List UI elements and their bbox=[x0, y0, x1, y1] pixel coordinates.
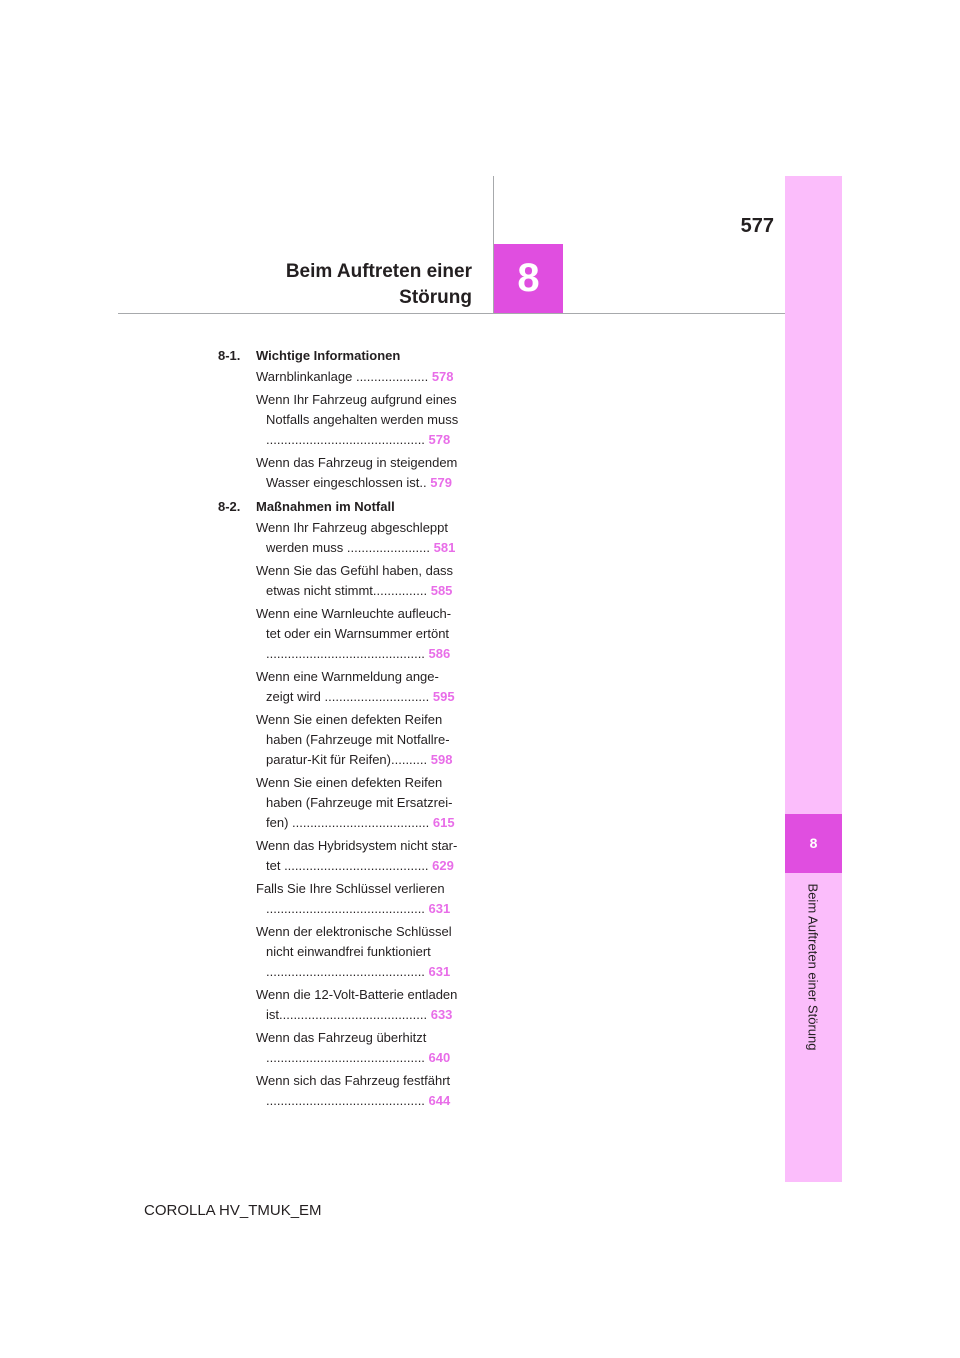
toc-entry-text: haben (Fahrzeuge mit Ersatzrei- bbox=[266, 795, 453, 810]
toc-entry-line bbox=[256, 899, 470, 919]
table-of-contents bbox=[218, 345, 470, 1114]
toc-entry-text: Wenn Sie einen defekten Reifen bbox=[256, 712, 443, 727]
toc-entry-text: etwas nicht stimmt............... bbox=[266, 583, 428, 598]
toc-page-ref[interactable]: 644 bbox=[428, 1093, 451, 1108]
toc-page-ref[interactable]: 629 bbox=[432, 858, 454, 873]
toc-entry[interactable] bbox=[256, 879, 470, 919]
toc-entry-text: fen) ...................................... bbox=[266, 815, 430, 830]
chapter-title bbox=[240, 259, 472, 311]
toc-entry-text: Wenn Ihr Fahrzeug aufgrund eines bbox=[256, 392, 457, 407]
toc-entry-text: Wenn Sie das Gefühl haben, dass bbox=[256, 563, 454, 578]
toc-page-ref[interactable]: 615 bbox=[432, 815, 455, 830]
side-tab-label: Beim Auftreten einer Störung bbox=[805, 883, 821, 1051]
toc-section-number: 8-2. bbox=[218, 499, 241, 514]
toc-entry-text: nicht einwandfrei funktioniert bbox=[266, 944, 431, 959]
toc-entry-line bbox=[256, 581, 470, 601]
toc-entry-line bbox=[256, 773, 470, 793]
chapter-title-line1: Beim Auftreten einer bbox=[285, 261, 472, 282]
toc-entry-text: Wenn Sie einen defekten Reifen bbox=[256, 775, 443, 790]
toc-entry-text: Wenn sich das Fahrzeug festfährt bbox=[256, 1073, 451, 1088]
toc-page-ref[interactable]: 640 bbox=[428, 1050, 451, 1065]
toc-entry-text: zeigt wird ............................. bbox=[266, 689, 430, 704]
toc-entry-line bbox=[256, 836, 470, 856]
toc-entry-text: paratur-Kit für Reifen).......... bbox=[266, 752, 428, 767]
toc-entry-line bbox=[256, 624, 470, 644]
toc-entry[interactable] bbox=[256, 390, 470, 450]
toc-page-ref[interactable]: 595 bbox=[432, 689, 455, 704]
side-tab-number: 8 bbox=[809, 835, 818, 851]
toc-entry[interactable] bbox=[256, 453, 470, 493]
toc-entry-line bbox=[256, 453, 470, 473]
toc-entry[interactable] bbox=[256, 604, 470, 664]
toc-entry-line bbox=[256, 644, 470, 664]
toc-entry-line bbox=[256, 538, 470, 558]
toc-page-ref[interactable]: 633 bbox=[430, 1007, 453, 1022]
toc-entry-line bbox=[256, 1071, 470, 1091]
toc-entry[interactable] bbox=[256, 710, 470, 770]
toc-entry-line bbox=[256, 561, 470, 581]
toc-entry-text: tet ........................................ bbox=[266, 858, 429, 873]
toc-entry[interactable] bbox=[256, 1028, 470, 1068]
toc-entry[interactable] bbox=[256, 518, 470, 558]
page-number: 577 bbox=[740, 215, 774, 237]
toc-entry[interactable] bbox=[256, 1071, 470, 1111]
chapter-number: 8 bbox=[517, 256, 540, 300]
toc-entry[interactable] bbox=[256, 836, 470, 876]
toc-entry-text: Wenn der elektronische Schlüssel bbox=[256, 924, 452, 939]
toc-entry-text: Wenn das Hybridsystem nicht star- bbox=[256, 838, 458, 853]
toc-entry-line bbox=[256, 942, 470, 962]
toc-entry-line bbox=[256, 473, 470, 493]
toc-section-title: Maßnahmen im Notfall bbox=[256, 499, 395, 514]
toc-page-ref[interactable]: 631 bbox=[428, 901, 451, 916]
toc-page-ref[interactable]: 578 bbox=[431, 369, 454, 384]
toc-section-heading bbox=[218, 345, 470, 366]
toc-section-heading bbox=[218, 496, 470, 517]
toc-entry-line bbox=[256, 985, 470, 1005]
footer-model-code: COROLLA HV_TMUK_EM bbox=[144, 1202, 322, 1219]
toc-page-ref[interactable]: 581 bbox=[433, 540, 456, 555]
toc-entry-line bbox=[256, 1028, 470, 1048]
toc-entry[interactable] bbox=[256, 922, 470, 982]
toc-entry[interactable] bbox=[256, 667, 470, 707]
toc-entry-text: ............................................ bbox=[266, 964, 425, 979]
toc-entry-line bbox=[256, 667, 470, 687]
toc-page-ref[interactable]: 579 bbox=[430, 475, 452, 490]
toc-entry[interactable] bbox=[256, 773, 470, 833]
toc-page-ref[interactable]: 631 bbox=[428, 964, 451, 979]
toc-entry[interactable] bbox=[256, 367, 470, 387]
toc-entry-line bbox=[256, 750, 470, 770]
toc-entry-text: Falls Sie Ihre Schlüssel verlieren bbox=[256, 881, 445, 896]
toc-entry-text: Warnblinkanlage .................... bbox=[256, 369, 429, 384]
toc-entry-line bbox=[256, 1091, 470, 1111]
toc-entry-text: werden muss ....................... bbox=[266, 540, 430, 555]
toc-entry-text: Wenn die 12-Volt-Batterie entladen bbox=[256, 987, 458, 1002]
toc-entry-text: Wenn das Fahrzeug in steigendem bbox=[256, 455, 458, 470]
toc-entry-text: ............................................ bbox=[266, 646, 425, 661]
toc-entry-text: ............................................ bbox=[266, 1093, 425, 1108]
toc-entry-text: Wenn eine Warnleuchte aufleuch- bbox=[256, 606, 452, 621]
toc-entry-line bbox=[256, 430, 470, 450]
toc-entry-line bbox=[256, 410, 470, 430]
toc-entry-text: haben (Fahrzeuge mit Notfallre- bbox=[266, 732, 450, 747]
toc-entry-line bbox=[256, 793, 470, 813]
toc-entry-line bbox=[256, 390, 470, 410]
toc-entry-text: Wenn eine Warnmeldung ange- bbox=[256, 669, 439, 684]
toc-page-ref[interactable]: 585 bbox=[430, 583, 453, 598]
toc-entry-text: Wenn Ihr Fahrzeug abgeschleppt bbox=[256, 520, 448, 535]
toc-entry-line bbox=[256, 1048, 470, 1068]
toc-entry-line bbox=[256, 604, 470, 624]
header-horizontal-rule bbox=[118, 313, 785, 314]
toc-entry-line bbox=[256, 1005, 470, 1025]
toc-entry-line bbox=[256, 856, 470, 876]
toc-entry-text: tet oder ein Warnsummer ertönt bbox=[266, 626, 450, 641]
toc-entry-text: ist......................................... bbox=[266, 1007, 428, 1022]
toc-entry-line bbox=[256, 518, 470, 538]
toc-entry-line bbox=[256, 710, 470, 730]
toc-entry-line bbox=[256, 879, 470, 899]
toc-page-ref[interactable]: 598 bbox=[430, 752, 453, 767]
toc-entry-line bbox=[256, 962, 470, 982]
toc-entry-line bbox=[256, 922, 470, 942]
toc-section-title: Wichtige Informationen bbox=[256, 348, 401, 363]
toc-entry[interactable] bbox=[256, 985, 470, 1025]
toc-entry[interactable] bbox=[256, 561, 470, 601]
toc-entry-line bbox=[256, 813, 470, 833]
toc-section-number: 8-1. bbox=[218, 348, 241, 363]
toc-entry-text: ............................................ bbox=[266, 432, 425, 447]
toc-entry-line bbox=[256, 730, 470, 750]
toc-page-ref[interactable]: 578 bbox=[428, 432, 451, 447]
toc-page-ref[interactable]: 586 bbox=[428, 646, 451, 661]
toc-entry-text: Wenn das Fahrzeug überhitzt bbox=[256, 1030, 427, 1045]
toc-entry-text: ............................................ bbox=[266, 901, 425, 916]
toc-entry-line bbox=[256, 687, 470, 707]
toc-entry-text: Wasser eingeschlossen ist.. bbox=[266, 475, 427, 490]
toc-entry-text: Notfalls angehalten werden muss bbox=[266, 412, 459, 427]
toc-entry-text: ............................................ bbox=[266, 1050, 425, 1065]
chapter-title-line2: Störung bbox=[399, 287, 472, 308]
toc-entry-line bbox=[256, 367, 470, 387]
